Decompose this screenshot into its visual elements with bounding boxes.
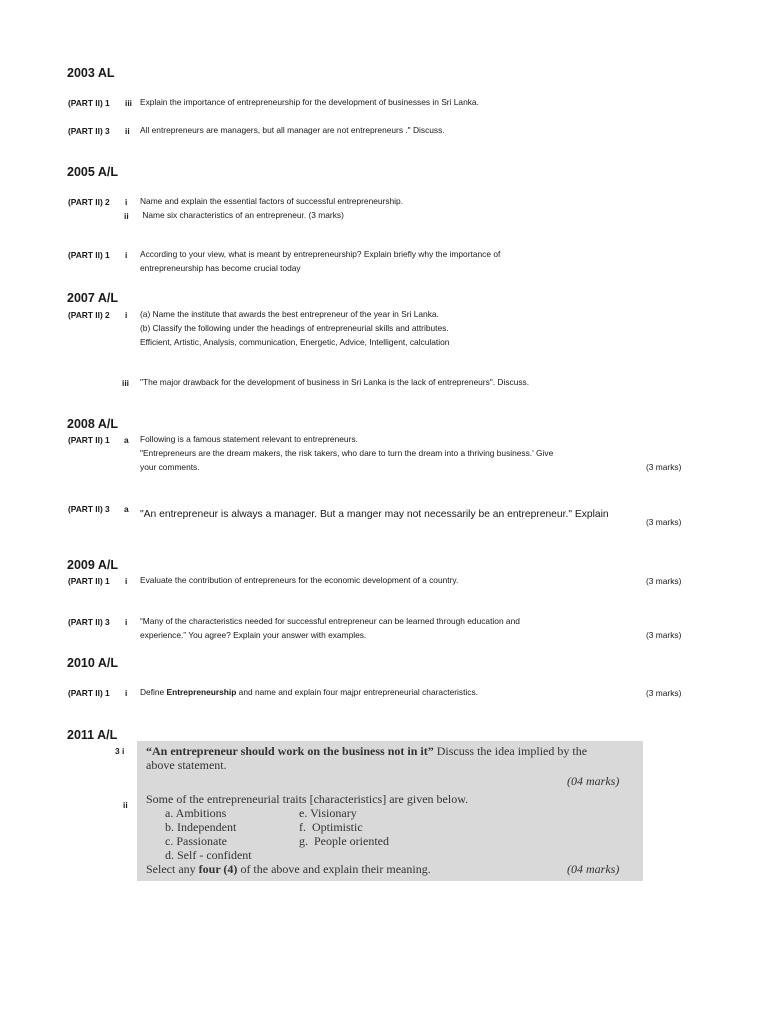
- question-number: iii: [122, 378, 129, 388]
- part-label: (PART II) 3: [68, 504, 110, 514]
- scan-q1-line1: [146, 745, 587, 759]
- heading-2008: 2008 A/L: [67, 417, 118, 431]
- question-text: "An entrepreneur is always a manager. But a manger may not necessarily be an entrepreneur." Explain: [140, 509, 609, 520]
- part-label: (PART II) 1: [68, 98, 110, 108]
- question-text: (a) Name the institute that awards the best entrepreneur of the year in Sri Lanka.: [140, 309, 439, 319]
- question-text: your comments.: [140, 462, 200, 472]
- question-text: entrepreneurship has become crucial today: [140, 263, 301, 273]
- part-label: (PART II) 3: [68, 126, 110, 136]
- scan-q1-line2: above statement.: [146, 758, 227, 772]
- marks-label: (3 marks): [646, 462, 682, 472]
- trait-item: d. Self - confident: [165, 848, 252, 862]
- question-text: "The major drawback for the development of business in Sri Lanka is the lack of entrepreneurs". Discuss.: [140, 377, 530, 387]
- question-text: Explain the importance of entrepreneurship for the development of businesses in Sri Lanka.: [140, 97, 479, 107]
- question-number: i: [125, 617, 128, 627]
- question-text: "Entrepreneurs are the dream makers, the risk takers, who dare to turn the dream into a thriving business.' Give: [140, 448, 554, 458]
- question-number: i: [125, 576, 128, 586]
- part-label: (PART II) 1: [68, 250, 110, 260]
- question-number: a: [124, 504, 129, 514]
- question-text: Name six characteristics of an entrepreneur. (3 marks): [140, 210, 344, 220]
- question-number: i: [125, 197, 128, 207]
- heading-2007: 2007 A/L: [67, 291, 118, 305]
- scan-q2-count: four (4): [198, 862, 238, 876]
- scan-q1-marks: (04 marks): [567, 774, 620, 788]
- trait-item: a. Ambitions: [165, 806, 227, 820]
- question-number: 3 i: [115, 746, 125, 756]
- heading-2009: 2009 A/L: [67, 558, 118, 572]
- scanned-question-image: [137, 741, 643, 881]
- question-number: ii: [123, 800, 128, 810]
- question-number: a: [124, 435, 129, 445]
- trait-item: c. Passionate: [165, 834, 227, 848]
- question-number: i: [125, 688, 128, 698]
- scan-q2-pre: Select any: [146, 862, 199, 876]
- scan-q1-rest: Discuss the idea implied by the: [433, 744, 588, 758]
- heading-2005: 2005 A/L: [67, 165, 118, 179]
- keyword-entrepreneurship: Entrepreneurship: [166, 687, 237, 697]
- scan-q2-instruction: [146, 863, 431, 877]
- heading-2011: 2011 A/L: [67, 728, 118, 742]
- scan-q2-post: of the above and explain their meaning.: [237, 862, 431, 876]
- question-text: Name and explain the essential factors of successful entrepreneurship.: [140, 196, 404, 206]
- part-label: (PART II) 3: [68, 617, 110, 627]
- part-label: (PART II) 1: [68, 688, 110, 698]
- part-label: (PART II) 2: [68, 197, 110, 207]
- question-text: According to your view, what is meant by entrepreneurship? Explain briefly why the importance of: [140, 249, 501, 259]
- question-text: Efficient, Artistic, Analysis, communication, Energetic, Advice, Intelligent, calculation: [140, 337, 450, 347]
- question-text-pre: Define: [140, 687, 167, 697]
- question-text: All entrepreneurs are managers, but all manager are not entrepreneurs ." Discuss.: [140, 125, 445, 135]
- trait-item: f. Optimistic: [299, 820, 363, 834]
- question-text: “Many of the characteristics needed for successful entrepreneur can be learned through education and: [140, 616, 520, 626]
- question-number: i: [125, 310, 128, 320]
- marks-label: (3 marks): [646, 630, 682, 640]
- trait-item: b. Independent: [165, 820, 237, 834]
- marks-label: (3 marks): [646, 688, 682, 698]
- part-label: (PART II) 2: [68, 310, 110, 320]
- question-number: i: [125, 250, 128, 260]
- question-number: iii: [125, 98, 132, 108]
- question-text: Following is a famous statement relevant to entrepreneurs.: [140, 434, 358, 444]
- question-text: experience.” You agree? Explain your answer with examples.: [140, 630, 367, 640]
- marks-label: (3 marks): [646, 576, 682, 586]
- question-text: [140, 686, 478, 700]
- heading-2010: 2010 A/L: [67, 656, 118, 670]
- question-number: ii: [125, 126, 130, 136]
- question-text-post: and name and explain four majpr entrepreneurial characteristics.: [236, 687, 478, 697]
- question-text: (b) Classify the following under the headings of entrepreneurial skills and attributes.: [140, 323, 449, 333]
- question-number: ii: [124, 211, 129, 221]
- heading-2003: 2003 AL: [67, 66, 115, 80]
- part-label: (PART II) 1: [68, 435, 110, 445]
- scan-q1-quote: “An entrepreneur should work on the business not in it”: [146, 744, 434, 758]
- trait-item: g. People oriented: [299, 834, 389, 848]
- part-label: (PART II) 1: [68, 576, 110, 586]
- question-text: Evaluate the contribution of entrepreneurs for the economic development of a country.: [140, 575, 459, 585]
- scan-q2-marks: (04 marks): [567, 862, 620, 876]
- scan-q2-line1: Some of the entrepreneurial traits [characteristics] are given below.: [146, 792, 469, 806]
- trait-item: e. Visionary: [299, 806, 357, 820]
- marks-label: (3 marks): [646, 517, 682, 527]
